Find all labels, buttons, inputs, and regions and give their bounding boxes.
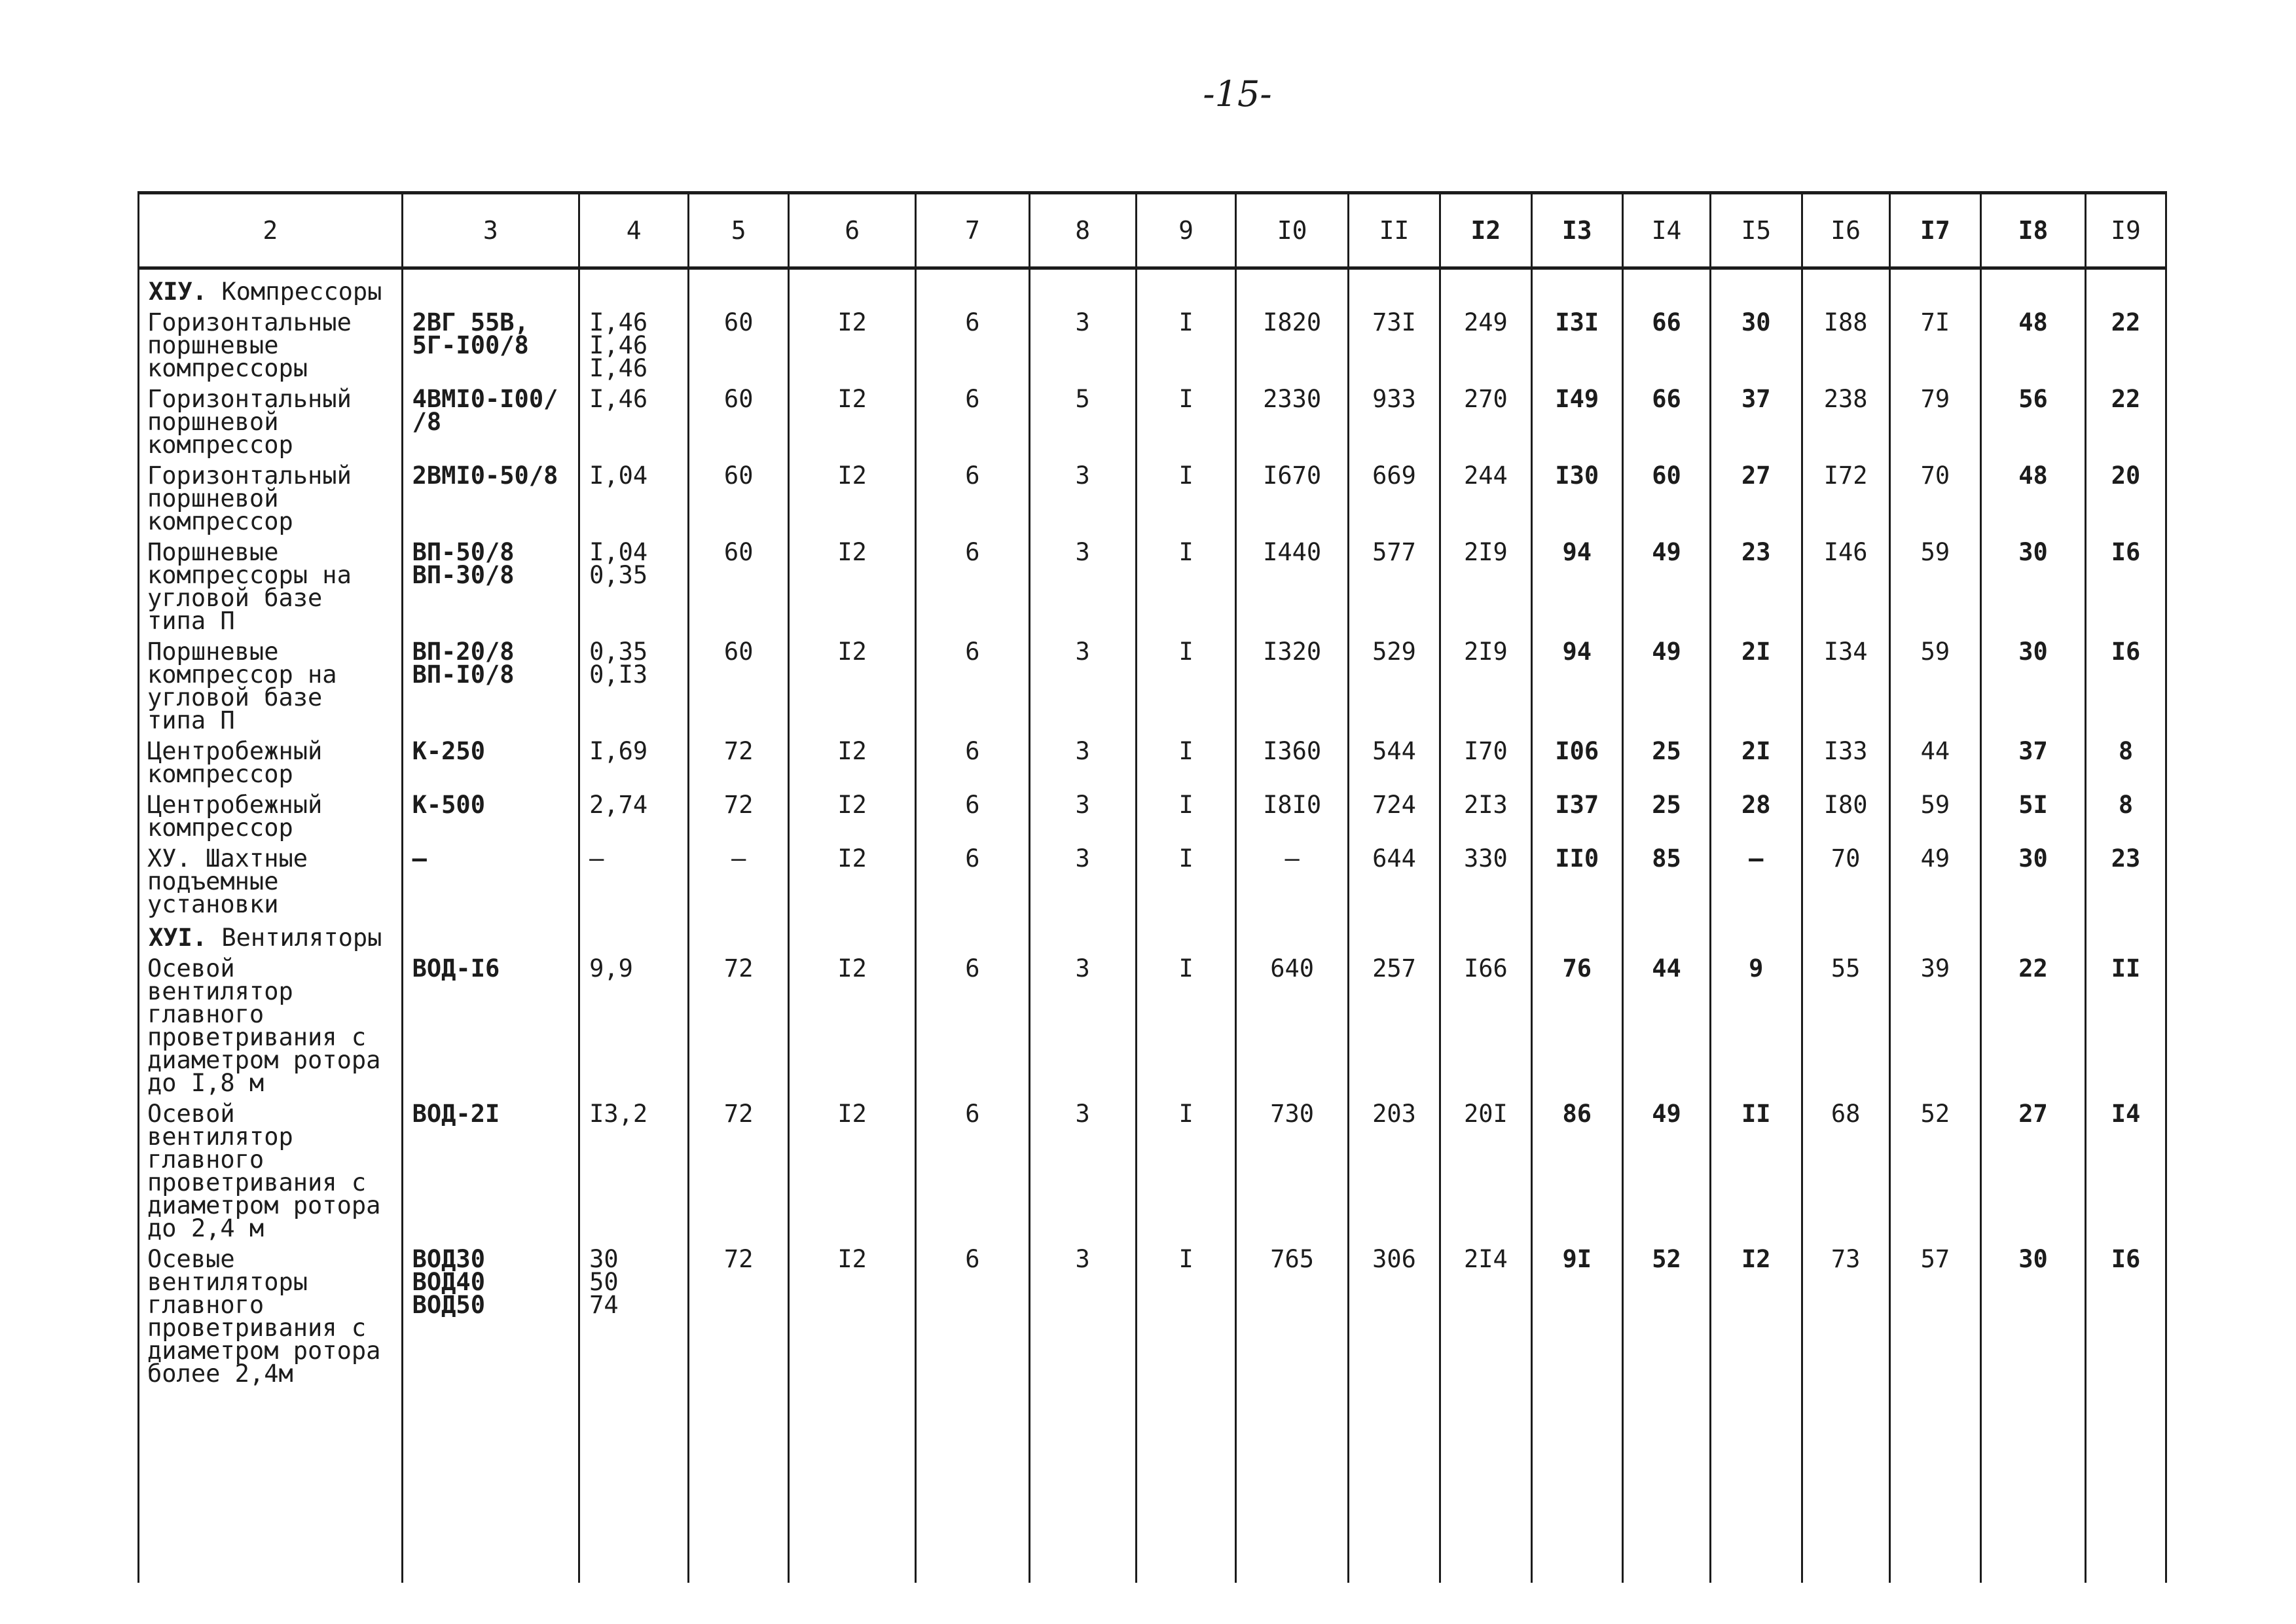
value-cell-col-8: 3 bbox=[1029, 839, 1136, 916]
page-number: -15- bbox=[1203, 73, 1272, 115]
column-header-10: II bbox=[1348, 193, 1440, 268]
value-cell-col-15: 30 bbox=[1711, 303, 1802, 380]
column-header-3: 4 bbox=[579, 193, 689, 268]
value-cell-col-18: 48 bbox=[1981, 456, 2086, 533]
value-cell-col-18: 30 bbox=[1981, 839, 2086, 916]
value-cell-col-6: I2 bbox=[789, 949, 916, 1094]
empty-cell bbox=[1136, 1385, 1236, 1583]
row-name-cell: Осевой вентилятор главного проветривания с диаметром ротора до I,8 м bbox=[139, 949, 403, 1094]
value-cell-col-17: 57 bbox=[1889, 1240, 1980, 1385]
value-cell-col-16: 70 bbox=[1802, 839, 1889, 916]
column-header-12: I3 bbox=[1531, 193, 1622, 268]
column-header-2: 3 bbox=[402, 193, 579, 268]
column-header-15: I6 bbox=[1802, 193, 1889, 268]
section-row bbox=[139, 268, 2166, 304]
empty-cell bbox=[1440, 916, 1531, 949]
value-cell-col-13: I37 bbox=[1531, 785, 1622, 839]
empty-cell bbox=[1802, 916, 1889, 949]
value-cell-col-4: 2,74 bbox=[579, 785, 689, 839]
value-cell-col-18: 56 bbox=[1981, 380, 2086, 456]
value-cell-col-16: I72 bbox=[1802, 456, 1889, 533]
column-header-14: I5 bbox=[1711, 193, 1802, 268]
value-cell-col-12: 330 bbox=[1440, 839, 1531, 916]
table-row bbox=[139, 533, 2166, 632]
empty-cell bbox=[1440, 268, 1531, 304]
empty-cell bbox=[1348, 916, 1440, 949]
value-cell-col-18: 30 bbox=[1981, 632, 2086, 732]
column-header-1: 2 bbox=[139, 193, 403, 268]
value-cell-col-11: 577 bbox=[1348, 533, 1440, 632]
value-cell-col-15: 27 bbox=[1711, 456, 1802, 533]
value-cell-col-6: I2 bbox=[789, 839, 916, 916]
value-cell-col-8: 3 bbox=[1029, 632, 1136, 732]
value-cell-col-5: 60 bbox=[689, 303, 789, 380]
empty-cell bbox=[689, 916, 789, 949]
value-cell-col-8: 3 bbox=[1029, 533, 1136, 632]
value-cell-col-11: 73I bbox=[1348, 303, 1440, 380]
value-cell-col-5: 60 bbox=[689, 533, 789, 632]
value-cell-col-5: 60 bbox=[689, 456, 789, 533]
value-cell-col-4: I,46 I,46 I,46 bbox=[579, 303, 689, 380]
value-cell-col-8: 3 bbox=[1029, 1240, 1136, 1385]
value-cell-col-14: 52 bbox=[1622, 1240, 1710, 1385]
value-cell-col-10: I320 bbox=[1236, 632, 1348, 732]
empty-cell bbox=[1889, 1385, 1980, 1583]
row-name-cell: Центробежный компрессор bbox=[139, 785, 403, 839]
value-cell-col-7: 6 bbox=[916, 839, 1029, 916]
empty-cell bbox=[1348, 1385, 1440, 1583]
value-cell-col-6: I2 bbox=[789, 1240, 916, 1385]
value-cell-col-17: 7I bbox=[1889, 303, 1980, 380]
empty-cell bbox=[579, 1385, 689, 1583]
value-cell-col-6: I2 bbox=[789, 1094, 916, 1240]
filler-row bbox=[139, 1385, 2166, 1583]
value-cell-col-14: 85 bbox=[1622, 839, 1710, 916]
value-cell-col-14: 44 bbox=[1622, 949, 1710, 1094]
value-cell-col-11: 203 bbox=[1348, 1094, 1440, 1240]
empty-cell bbox=[1711, 268, 1802, 304]
empty-cell bbox=[1981, 916, 2086, 949]
value-cell-col-11: 306 bbox=[1348, 1240, 1440, 1385]
table-row bbox=[139, 1240, 2166, 1385]
empty-cell bbox=[1889, 268, 1980, 304]
empty-cell bbox=[1029, 268, 1136, 304]
value-cell-col-4: – bbox=[579, 839, 689, 916]
row-name-cell: ХУ. Шахтные подъемные установки bbox=[139, 839, 403, 916]
empty-cell bbox=[579, 268, 689, 304]
value-cell-col-7: 6 bbox=[916, 380, 1029, 456]
value-cell-col-4: I3,2 bbox=[579, 1094, 689, 1240]
value-cell-col-5: 60 bbox=[689, 380, 789, 456]
value-cell-col-3: 2ВГ 55В, 5Г-I00/8 bbox=[402, 303, 579, 380]
value-cell-col-19: 8 bbox=[2086, 785, 2166, 839]
value-cell-col-13: 9I bbox=[1531, 1240, 1622, 1385]
empty-cell bbox=[1531, 916, 1622, 949]
value-cell-col-13: I49 bbox=[1531, 380, 1622, 456]
value-cell-col-14: 49 bbox=[1622, 1094, 1710, 1240]
value-cell-col-9: I bbox=[1136, 1240, 1236, 1385]
value-cell-col-9: I bbox=[1136, 1094, 1236, 1240]
empty-cell bbox=[2086, 1385, 2166, 1583]
value-cell-col-11: 529 bbox=[1348, 632, 1440, 732]
value-cell-col-3: К-250 bbox=[402, 732, 579, 785]
empty-cell bbox=[1236, 268, 1348, 304]
empty-cell bbox=[1136, 916, 1236, 949]
empty-cell bbox=[789, 1385, 916, 1583]
value-cell-col-12: 244 bbox=[1440, 456, 1531, 533]
empty-cell bbox=[1440, 1385, 1531, 1583]
row-name-cell: Осевые вентиляторы главного проветривания с диаметром ротора более 2,4м bbox=[139, 1240, 403, 1385]
value-cell-col-10: 640 bbox=[1236, 949, 1348, 1094]
value-cell-col-4: I,04 0,35 bbox=[579, 533, 689, 632]
empty-cell bbox=[1802, 1385, 1889, 1583]
value-cell-col-9: I bbox=[1136, 380, 1236, 456]
value-cell-col-6: I2 bbox=[789, 533, 916, 632]
row-name-cell: Поршневые компрессоры на угловой базе типа П bbox=[139, 533, 403, 632]
value-cell-col-18: 22 bbox=[1981, 949, 2086, 1094]
value-cell-col-9: I bbox=[1136, 732, 1236, 785]
row-name-cell: Горизонтальные поршневые компрессоры bbox=[139, 303, 403, 380]
table-row bbox=[139, 839, 2166, 916]
value-cell-col-14: 49 bbox=[1622, 632, 1710, 732]
value-cell-col-19: 23 bbox=[2086, 839, 2166, 916]
value-cell-col-11: 669 bbox=[1348, 456, 1440, 533]
value-cell-col-8: 3 bbox=[1029, 303, 1136, 380]
value-cell-col-9: I bbox=[1136, 533, 1236, 632]
header-row bbox=[139, 193, 2166, 268]
value-cell-col-6: I2 bbox=[789, 456, 916, 533]
empty-cell bbox=[2086, 268, 2166, 304]
column-header-5: 6 bbox=[789, 193, 916, 268]
column-header-11: I2 bbox=[1440, 193, 1531, 268]
column-header-4: 5 bbox=[689, 193, 789, 268]
value-cell-col-8: 3 bbox=[1029, 785, 1136, 839]
value-cell-col-18: 30 bbox=[1981, 533, 2086, 632]
value-cell-col-13: I30 bbox=[1531, 456, 1622, 533]
value-cell-col-3: 2ВМI0-50/8 bbox=[402, 456, 579, 533]
empty-cell bbox=[139, 1385, 403, 1583]
value-cell-col-17: 70 bbox=[1889, 456, 1980, 533]
value-cell-col-6: I2 bbox=[789, 380, 916, 456]
section-row bbox=[139, 916, 2166, 949]
empty-cell bbox=[2086, 916, 2166, 949]
value-cell-col-10: I8I0 bbox=[1236, 785, 1348, 839]
value-cell-col-12: 2I9 bbox=[1440, 533, 1531, 632]
value-cell-col-4: I,69 bbox=[579, 732, 689, 785]
value-cell-col-19: II bbox=[2086, 949, 2166, 1094]
value-cell-col-16: I46 bbox=[1802, 533, 1889, 632]
value-cell-col-15: 28 bbox=[1711, 785, 1802, 839]
value-cell-col-12: 20I bbox=[1440, 1094, 1531, 1240]
value-cell-col-14: 25 bbox=[1622, 732, 1710, 785]
value-cell-col-14: 66 bbox=[1622, 303, 1710, 380]
value-cell-col-19: 22 bbox=[2086, 380, 2166, 456]
table-row bbox=[139, 949, 2166, 1094]
value-cell-col-3: – bbox=[402, 839, 579, 916]
value-cell-col-7: 6 bbox=[916, 533, 1029, 632]
value-cell-col-8: 3 bbox=[1029, 456, 1136, 533]
value-cell-col-11: 644 bbox=[1348, 839, 1440, 916]
value-cell-col-12: 2I9 bbox=[1440, 632, 1531, 732]
value-cell-col-19: I6 bbox=[2086, 533, 2166, 632]
empty-cell bbox=[1981, 268, 2086, 304]
empty-cell bbox=[1802, 268, 1889, 304]
value-cell-col-16: I88 bbox=[1802, 303, 1889, 380]
column-header-13: I4 bbox=[1622, 193, 1710, 268]
row-name-cell: Горизонтальный поршневой компрессор bbox=[139, 456, 403, 533]
empty-cell bbox=[1348, 268, 1440, 304]
value-cell-col-17: 59 bbox=[1889, 533, 1980, 632]
row-name-cell: Центробежный компрессор bbox=[139, 732, 403, 785]
value-cell-col-8: 3 bbox=[1029, 949, 1136, 1094]
value-cell-col-3: К-500 bbox=[402, 785, 579, 839]
value-cell-col-7: 6 bbox=[916, 456, 1029, 533]
empty-cell bbox=[402, 268, 579, 304]
value-cell-col-4: I,46 bbox=[579, 380, 689, 456]
value-cell-col-7: 6 bbox=[916, 1094, 1029, 1240]
value-cell-col-9: I bbox=[1136, 456, 1236, 533]
empty-cell bbox=[1889, 916, 1980, 949]
value-cell-col-12: 249 bbox=[1440, 303, 1531, 380]
value-cell-col-3: ВП-20/8 ВП-I0/8 bbox=[402, 632, 579, 732]
value-cell-col-3: ВОД30 ВОД40 ВОД50 bbox=[402, 1240, 579, 1385]
empty-cell bbox=[1531, 1385, 1622, 1583]
section-title bbox=[139, 268, 403, 304]
section-number: XIУ. bbox=[149, 278, 208, 306]
value-cell-col-6: I2 bbox=[789, 632, 916, 732]
value-cell-col-13: I06 bbox=[1531, 732, 1622, 785]
value-cell-col-13: I3I bbox=[1531, 303, 1622, 380]
value-cell-col-19: I6 bbox=[2086, 1240, 2166, 1385]
value-cell-col-10: I820 bbox=[1236, 303, 1348, 380]
value-cell-col-3: 4ВМI0-I00/ /8 bbox=[402, 380, 579, 456]
value-cell-col-13: 86 bbox=[1531, 1094, 1622, 1240]
value-cell-col-15: 2I bbox=[1711, 632, 1802, 732]
column-header-16: I7 bbox=[1889, 193, 1980, 268]
value-cell-col-14: 49 bbox=[1622, 533, 1710, 632]
empty-cell bbox=[402, 1385, 579, 1583]
table-row bbox=[139, 632, 2166, 732]
value-cell-col-12: 2I4 bbox=[1440, 1240, 1531, 1385]
value-cell-col-9: I bbox=[1136, 632, 1236, 732]
table-row bbox=[139, 732, 2166, 785]
value-cell-col-17: 52 bbox=[1889, 1094, 1980, 1240]
value-cell-col-15: 23 bbox=[1711, 533, 1802, 632]
empty-cell bbox=[1711, 1385, 1802, 1583]
table-body bbox=[139, 268, 2166, 1583]
empty-cell bbox=[916, 268, 1029, 304]
value-cell-col-16: 55 bbox=[1802, 949, 1889, 1094]
empty-cell bbox=[1531, 268, 1622, 304]
empty-cell bbox=[1711, 916, 1802, 949]
value-cell-col-8: 5 bbox=[1029, 380, 1136, 456]
value-cell-col-13: 94 bbox=[1531, 533, 1622, 632]
empty-cell bbox=[1622, 268, 1710, 304]
value-cell-col-5: 72 bbox=[689, 1094, 789, 1240]
empty-cell bbox=[789, 916, 916, 949]
column-header-17: I8 bbox=[1981, 193, 2086, 268]
value-cell-col-16: I33 bbox=[1802, 732, 1889, 785]
value-cell-col-17: 79 bbox=[1889, 380, 1980, 456]
empty-cell bbox=[1029, 1385, 1136, 1583]
column-header-9: I0 bbox=[1236, 193, 1348, 268]
column-header-8: 9 bbox=[1136, 193, 1236, 268]
column-header-7: 8 bbox=[1029, 193, 1136, 268]
value-cell-col-15: 37 bbox=[1711, 380, 1802, 456]
value-cell-col-10: I670 bbox=[1236, 456, 1348, 533]
value-cell-col-7: 6 bbox=[916, 632, 1029, 732]
value-cell-col-5: 60 bbox=[689, 632, 789, 732]
value-cell-col-8: 3 bbox=[1029, 1094, 1136, 1240]
value-cell-col-14: 60 bbox=[1622, 456, 1710, 533]
table-row bbox=[139, 1094, 2166, 1240]
value-cell-col-5: 72 bbox=[689, 785, 789, 839]
empty-cell bbox=[402, 916, 579, 949]
value-cell-col-19: 8 bbox=[2086, 732, 2166, 785]
value-cell-col-15: 9 bbox=[1711, 949, 1802, 1094]
row-name-cell: Осевой вентилятор главного проветривания с диаметром ротора до 2,4 м bbox=[139, 1094, 403, 1240]
value-cell-col-15: 2I bbox=[1711, 732, 1802, 785]
value-cell-col-11: 257 bbox=[1348, 949, 1440, 1094]
value-cell-col-17: 49 bbox=[1889, 839, 1980, 916]
value-cell-col-18: 27 bbox=[1981, 1094, 2086, 1240]
value-cell-col-7: 6 bbox=[916, 732, 1029, 785]
value-cell-col-4: 30 50 74 bbox=[579, 1240, 689, 1385]
section-number: ХУI. bbox=[149, 924, 208, 952]
value-cell-col-11: 724 bbox=[1348, 785, 1440, 839]
value-cell-col-10: I440 bbox=[1236, 533, 1348, 632]
value-cell-col-19: 22 bbox=[2086, 303, 2166, 380]
column-header-6: 7 bbox=[916, 193, 1029, 268]
value-cell-col-18: 30 bbox=[1981, 1240, 2086, 1385]
row-name-cell: Горизонтальный поршневой компрессор bbox=[139, 380, 403, 456]
value-cell-col-17: 39 bbox=[1889, 949, 1980, 1094]
value-cell-col-10: 2330 bbox=[1236, 380, 1348, 456]
empty-cell bbox=[689, 268, 789, 304]
value-cell-col-13: II0 bbox=[1531, 839, 1622, 916]
empty-cell bbox=[1029, 916, 1136, 949]
empty-cell bbox=[579, 916, 689, 949]
row-name-cell: Поршневые компрессор на угловой базе типа П bbox=[139, 632, 403, 732]
value-cell-col-12: 270 bbox=[1440, 380, 1531, 456]
value-cell-col-16: I34 bbox=[1802, 632, 1889, 732]
value-cell-col-5: 72 bbox=[689, 1240, 789, 1385]
empty-cell bbox=[789, 268, 916, 304]
value-cell-col-11: 933 bbox=[1348, 380, 1440, 456]
table-row bbox=[139, 456, 2166, 533]
value-cell-col-18: 37 bbox=[1981, 732, 2086, 785]
value-cell-col-6: I2 bbox=[789, 303, 916, 380]
value-cell-col-5: – bbox=[689, 839, 789, 916]
value-cell-col-9: I bbox=[1136, 785, 1236, 839]
value-cell-col-3: ВП-50/8 ВП-30/8 bbox=[402, 533, 579, 632]
section-label: Компрессоры bbox=[207, 278, 382, 306]
value-cell-col-18: 48 bbox=[1981, 303, 2086, 380]
value-cell-col-16: 238 bbox=[1802, 380, 1889, 456]
value-cell-col-17: 59 bbox=[1889, 785, 1980, 839]
value-cell-col-10: 765 bbox=[1236, 1240, 1348, 1385]
value-cell-col-19: 20 bbox=[2086, 456, 2166, 533]
empty-cell bbox=[1981, 1385, 2086, 1583]
value-cell-col-7: 6 bbox=[916, 949, 1029, 1094]
value-cell-col-5: 72 bbox=[689, 732, 789, 785]
value-cell-col-12: 2I3 bbox=[1440, 785, 1531, 839]
value-cell-col-15: – bbox=[1711, 839, 1802, 916]
section-label: Вентиляторы bbox=[207, 924, 382, 952]
data-table-wrapper bbox=[137, 191, 2167, 1553]
value-cell-col-7: 6 bbox=[916, 785, 1029, 839]
value-cell-col-17: 44 bbox=[1889, 732, 1980, 785]
value-cell-col-11: 544 bbox=[1348, 732, 1440, 785]
value-cell-col-14: 66 bbox=[1622, 380, 1710, 456]
table-row bbox=[139, 380, 2166, 456]
value-cell-col-19: I4 bbox=[2086, 1094, 2166, 1240]
value-cell-col-10: – bbox=[1236, 839, 1348, 916]
value-cell-col-10: 730 bbox=[1236, 1094, 1348, 1240]
value-cell-col-13: 94 bbox=[1531, 632, 1622, 732]
value-cell-col-15: I2 bbox=[1711, 1240, 1802, 1385]
empty-cell bbox=[1236, 916, 1348, 949]
value-cell-col-14: 25 bbox=[1622, 785, 1710, 839]
section-title bbox=[139, 916, 403, 952]
value-cell-col-9: I bbox=[1136, 839, 1236, 916]
empty-cell bbox=[1622, 1385, 1710, 1583]
value-cell-col-8: 3 bbox=[1029, 732, 1136, 785]
value-cell-col-5: 72 bbox=[689, 949, 789, 1094]
value-cell-col-12: I70 bbox=[1440, 732, 1531, 785]
table-row bbox=[139, 785, 2166, 839]
value-cell-col-15: II bbox=[1711, 1094, 1802, 1240]
value-cell-col-6: I2 bbox=[789, 732, 916, 785]
empty-cell bbox=[689, 1385, 789, 1583]
value-cell-col-6: I2 bbox=[789, 785, 916, 839]
value-cell-col-3: ВОД-2I bbox=[402, 1094, 579, 1240]
value-cell-col-17: 59 bbox=[1889, 632, 1980, 732]
value-cell-col-4: 9,9 bbox=[579, 949, 689, 1094]
empty-cell bbox=[916, 916, 1029, 949]
value-cell-col-7: 6 bbox=[916, 1240, 1029, 1385]
value-cell-col-3: ВОД-I6 bbox=[402, 949, 579, 1094]
empty-cell bbox=[1136, 268, 1236, 304]
value-cell-col-16: I80 bbox=[1802, 785, 1889, 839]
value-cell-col-12: I66 bbox=[1440, 949, 1531, 1094]
value-cell-col-13: 76 bbox=[1531, 949, 1622, 1094]
empty-cell bbox=[1236, 1385, 1348, 1583]
value-cell-col-19: I6 bbox=[2086, 632, 2166, 732]
value-cell-col-10: I360 bbox=[1236, 732, 1348, 785]
value-cell-col-16: 73 bbox=[1802, 1240, 1889, 1385]
value-cell-col-7: 6 bbox=[916, 303, 1029, 380]
value-cell-col-18: 5I bbox=[1981, 785, 2086, 839]
empty-cell bbox=[1622, 916, 1710, 949]
value-cell-col-9: I bbox=[1136, 949, 1236, 1094]
value-cell-col-4: I,04 bbox=[579, 456, 689, 533]
value-cell-col-16: 68 bbox=[1802, 1094, 1889, 1240]
value-cell-col-4: 0,35 0,I3 bbox=[579, 632, 689, 732]
empty-cell bbox=[916, 1385, 1029, 1583]
table-row bbox=[139, 303, 2166, 380]
data-table bbox=[137, 191, 2167, 1583]
column-header-18: I9 bbox=[2086, 193, 2166, 268]
value-cell-col-9: I bbox=[1136, 303, 1236, 380]
